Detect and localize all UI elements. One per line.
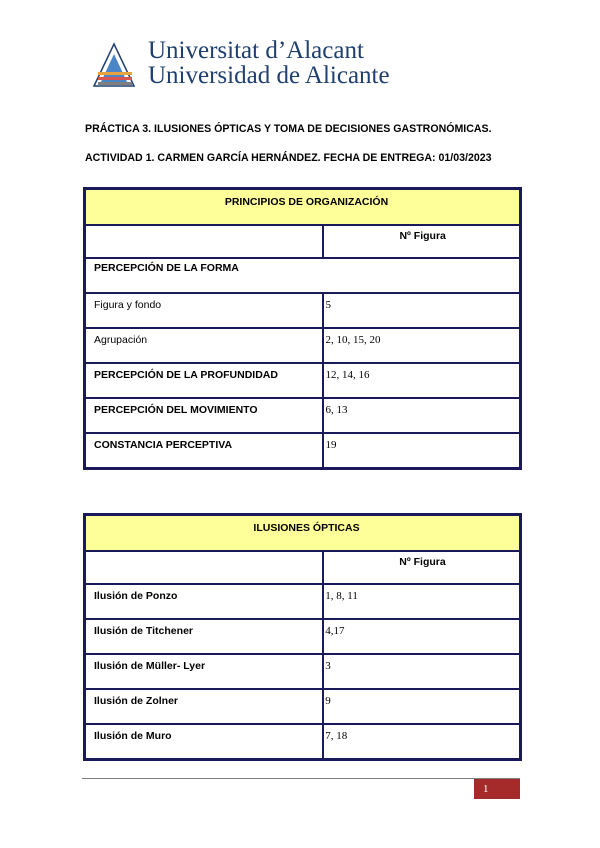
table2-row-label: Ilusión de Müller- Lyer [85,654,323,689]
table1-row-label: PERCEPCIÓN DEL MOVIMIENTO [85,398,323,433]
footer-divider [82,778,520,779]
table2-col-header: Nº Figura [323,551,520,584]
table2-row-value: 4,17 [323,619,520,654]
table2-row-label: Ilusión de Muro [85,724,323,759]
table1-row-label: PERCEPCIÓN DE LA PROFUNDIDAD [85,363,323,398]
university-logo-icon [92,38,152,93]
table-row [85,258,520,293]
table1-row-value: 6, 13 [323,398,520,433]
table1-row-label: Agrupación [85,328,323,363]
table1-row-label: PERCEPCIÓN DE LA FORMA [85,258,520,293]
table-row [85,584,520,619]
table1-col-header: Nº Figura [323,225,520,258]
logo-line-spanish: Universidad de Alicante [148,62,390,89]
page-number: 1 [474,779,520,799]
university-name [148,38,390,88]
table2-title: ILUSIONES ÓPTICAS [85,515,520,551]
logo-line-valencian: Universitat d’Alacant [148,37,364,64]
table2-row-value: 9 [323,689,520,724]
table-row [85,654,520,689]
table-row [85,619,520,654]
table2-row-value: 1, 8, 11 [323,584,520,619]
table2-row-label: Ilusión de Titchener [85,619,323,654]
table1-row-value: 5 [323,293,520,328]
table-row [85,398,520,433]
table-row [85,724,520,759]
table-row [85,363,520,398]
table1-row-label: CONSTANCIA PERCEPTIVA [85,433,323,468]
practice-title: PRÁCTICA 3. ILUSIONES ÓPTICAS Y TOMA DE DECISIONES GASTRONÓMICAS. [85,123,492,135]
table2-header-empty [85,551,323,584]
table2-row-value: 3 [323,654,520,689]
table1-row-value: 12, 14, 16 [323,363,520,398]
table-row [85,293,520,328]
table-row [85,328,520,363]
table-row [85,689,520,724]
table1-row-label: Figura y fondo [85,293,323,328]
table1-row-value: 2, 10, 15, 20 [323,328,520,363]
table1-row-value: 19 [323,433,520,468]
activity-title: ACTIVIDAD 1. CARMEN GARCÍA HERNÁNDEZ. FECHA DE ENTREGA: 01/03/2023 [85,152,492,164]
organization-principles-table [83,187,522,470]
optical-illusions-table [83,513,522,761]
table2-row-label: Ilusión de Ponzo [85,584,323,619]
table-row [85,433,520,468]
table1-header-empty [85,225,323,258]
table1-title: PRINCIPIOS DE ORGANIZACIÓN [85,189,520,225]
table2-row-value: 7, 18 [323,724,520,759]
table2-row-label: Ilusión de Zolner [85,689,323,724]
